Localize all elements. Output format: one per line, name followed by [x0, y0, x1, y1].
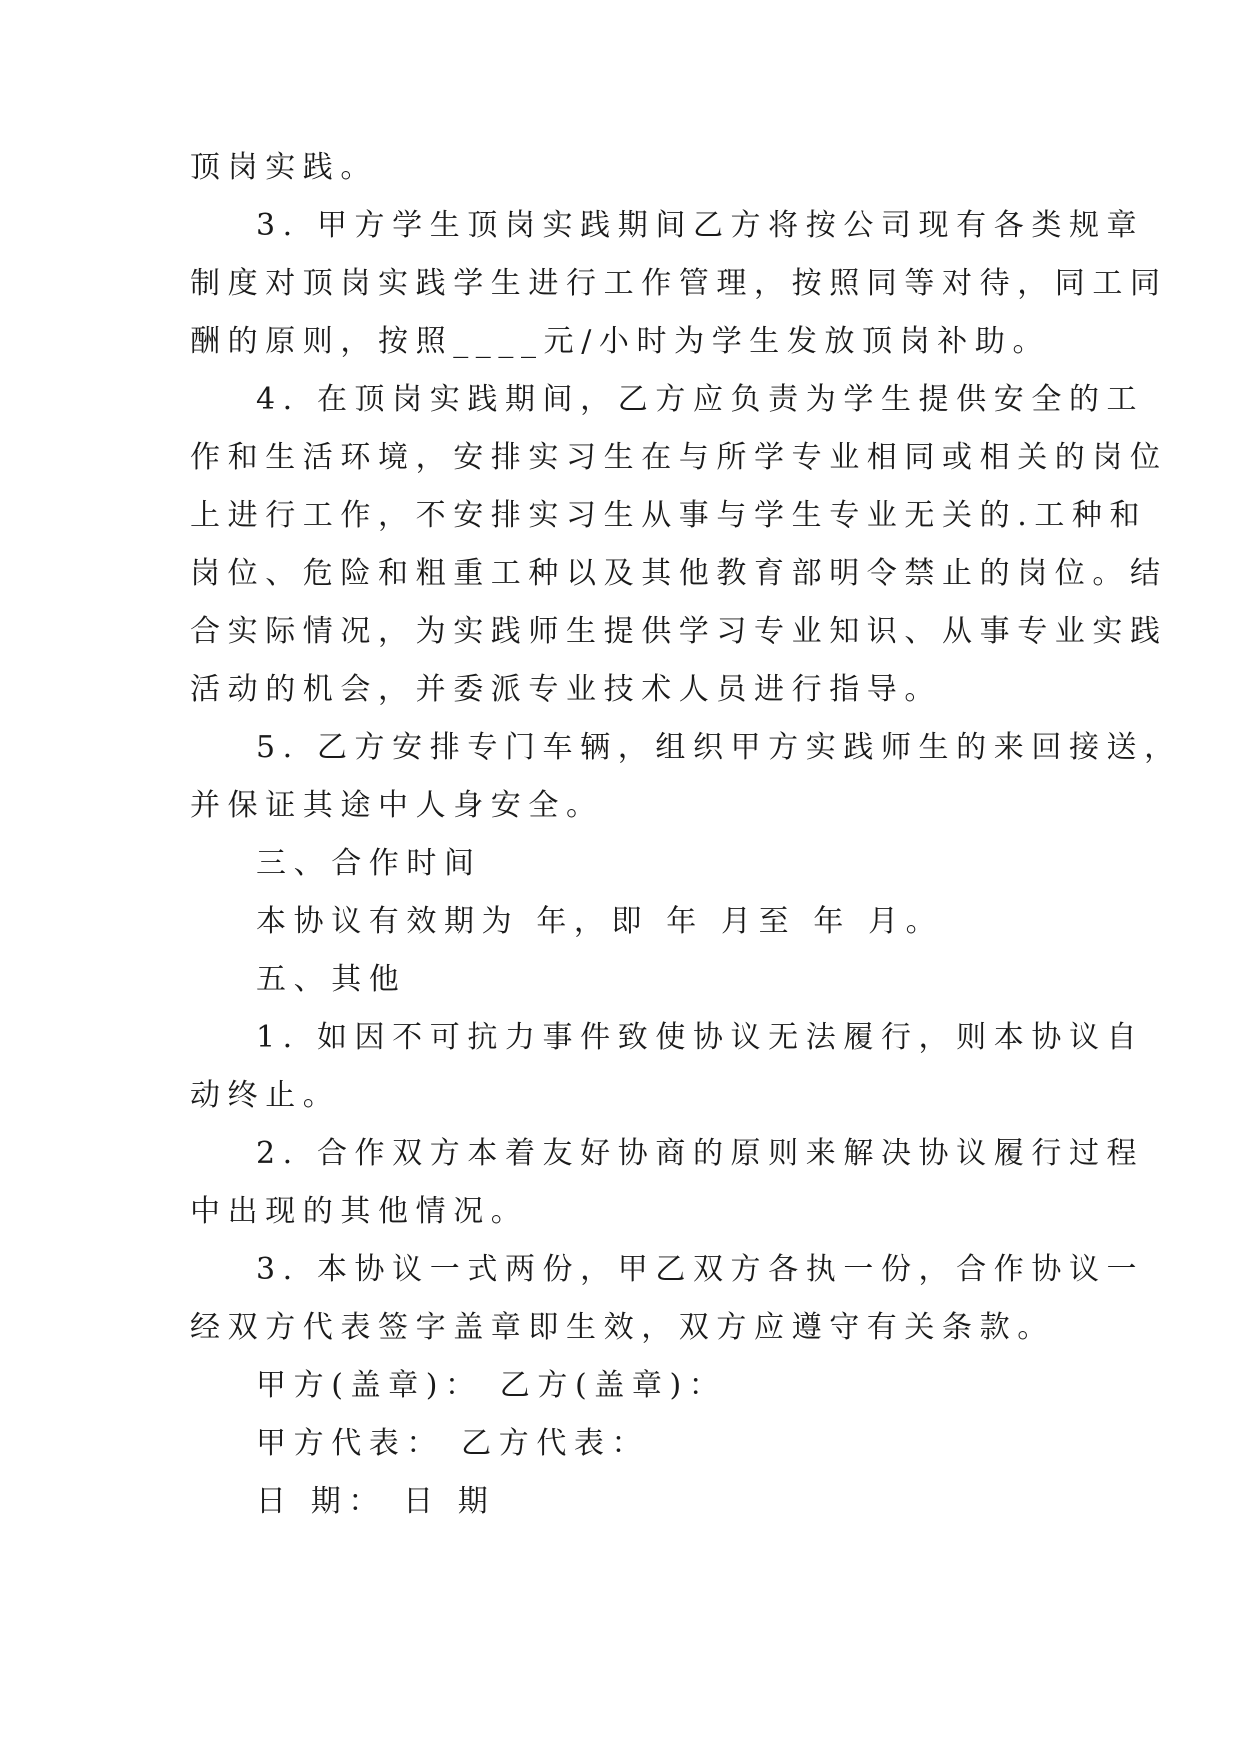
- paragraph-line: 中出现的其他情况。: [190, 1194, 529, 1229]
- paragraph-line: 3. 本协议一式两份，甲乙双方各执一份，合作协议一: [256, 1252, 1145, 1287]
- paragraph-line: 合实际情况，为实践师生提供学习专业知识、从事专业实践: [190, 614, 1168, 649]
- paragraph-line: 上进行工作，不安排实习生从事与学生专业无关的.工种和: [190, 498, 1148, 533]
- paragraph-line: 经双方代表签字盖章即生效，双方应遵守有关条款。: [190, 1310, 1055, 1345]
- paragraph-line: 制度对顶岗实践学生进行工作管理，按照同等对待，同工同: [190, 266, 1168, 301]
- signature-seal-line: 甲方(盖章)： 乙方(盖章)：: [256, 1368, 727, 1403]
- section-heading: 五、其他: [256, 962, 407, 997]
- signature-representative-line: 甲方代表： 乙方代表：: [256, 1426, 650, 1461]
- section-heading: 三、合作时间: [256, 846, 482, 881]
- paragraph-line: 动终止。: [190, 1078, 341, 1113]
- paragraph-line: 活动的机会，并委派专业技术人员进行指导。: [190, 672, 942, 707]
- paragraph-line: 1. 如因不可抗力事件致使协议无法履行，则本协议自: [256, 1020, 1145, 1055]
- paragraph-line: 顶岗实践。: [190, 150, 378, 185]
- paragraph-line: 4. 在顶岗实践期间，乙方应负责为学生提供安全的工: [256, 382, 1145, 417]
- paragraph-line: 酬的原则，按照____元/小时为学生发放顶岗补助。: [190, 324, 1051, 359]
- paragraph-line: 5. 乙方安排专门车辆，组织甲方实践师生的来回接送，: [256, 730, 1182, 765]
- paragraph-line: 本协议有效期为 年，即 年 月至 年 月。: [256, 904, 944, 939]
- paragraph-line: 作和生活环境，安排实习生在与所学专业相同或相关的岗位: [190, 440, 1168, 475]
- paragraph-line: 并保证其途中人身安全。: [190, 788, 604, 823]
- paragraph-line: 3. 甲方学生顶岗实践期间乙方将按公司现有各类规章: [256, 208, 1145, 243]
- paragraph-line: 岗位、危险和粗重工种以及其他教育部明令禁止的岗位。结: [190, 556, 1168, 591]
- paragraph-line: 2. 合作双方本着友好协商的原则来解决协议履行过程: [256, 1136, 1145, 1171]
- signature-date-line: 日 期： 日 期: [256, 1484, 496, 1519]
